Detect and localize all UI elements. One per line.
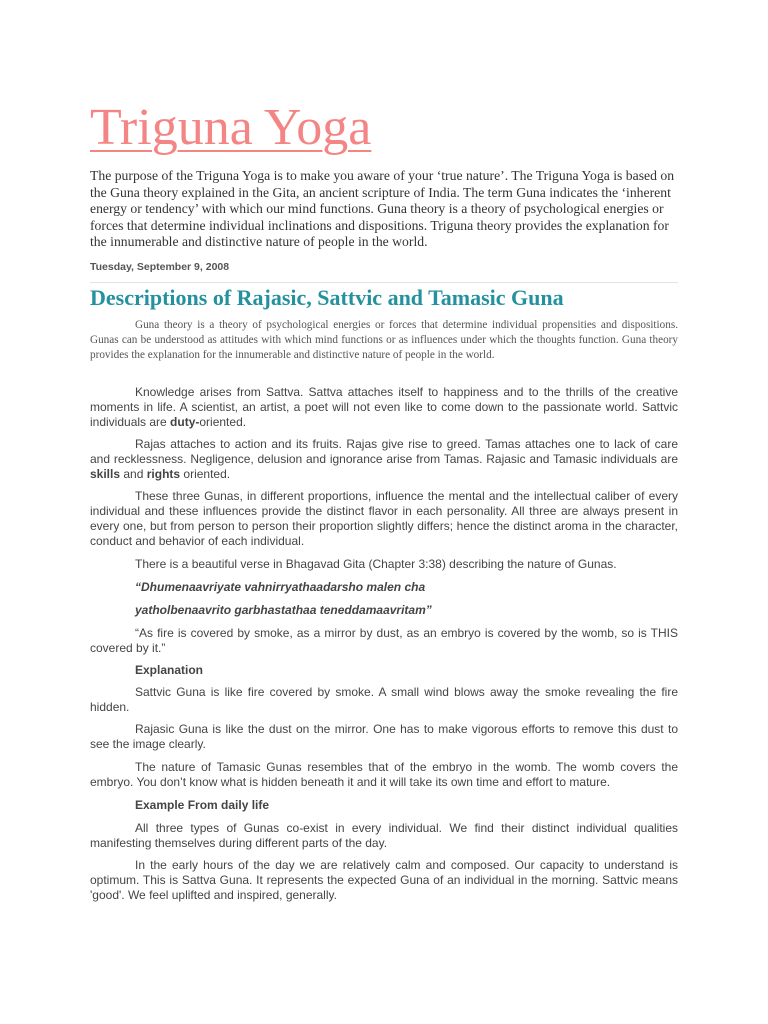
paragraph-text: Rajas attaches to action and its fruits. Rajas give rise to greed. Tamas attaches one to lack of care and recklessness. Negligence, delusion and ignorance arise from Tamas. Rajasic and Tamasic individuals are [90,437,678,466]
paragraph-text: and [120,467,147,481]
post-title: Descriptions of Rajasic, Sattvic and Tamasic Guna [90,285,564,310]
bold-term-rights: rights [146,467,181,481]
paragraph-sattva [90,385,678,430]
divider [90,282,678,283]
paragraph-sattvic-fire: Sattvic Guna is like fire covered by smoke. A small wind blows away the smoke revealing the fire hidden. [90,685,678,714]
paragraph-rajasic-mirror: Rajasic Guna is like the dust on the mirror. One has to make vigorous efforts to remove this dust to see the image clearly. [90,722,678,751]
verse-line-2: yatholbenaavrito garbhastathaa teneddamaavritam” [135,603,432,617]
paragraph-verse-intro: There is a beautiful verse in Bhagavad Gita (Chapter 3:38) describing the nature of Gunas. [135,557,617,571]
intro-paragraph: The purpose of the Triguna Yoga is to make you aware of your ‘true nature’. The Triguna Yoga is based on the Guna theory explained in the Gita, an ancient scripture of India. The term Guna indicates the ‘inherent energy or tendency’ with which our mind functions. Guna theory is a theory of psychological energies or forces that determine individual inclinations and dispositions. Triguna theory provides the explanation for the innumerable and distinctive nature of people in the world. [90,168,675,250]
heading-explanation: Explanation [135,663,204,677]
paragraph-text: oriented. [199,415,247,429]
paragraph-text: Knowledge arises from Sattva. Sattva attaches itself to happiness and to the thrills of the creative moments in life. A scientist, an artist, a poet will not even like to come down to the passionate world. Sattvic individuals are [90,385,678,429]
page-title: Triguna Yoga [90,99,372,156]
paragraph-verse-translation: “As fire is covered by smoke, as a mirror by dust, as an embryo is covered by the womb, so is THIS covered by it.” [90,626,678,655]
verse-line-1: “Dhumenaavriyate vahnirryathaadarsho malen cha [135,580,426,594]
post-date: Tuesday, September 9, 2008 [90,261,230,273]
bold-term-skills: skills [90,467,121,481]
paragraph-rajas [90,437,678,482]
paragraph-guna-theory: Guna theory is a theory of psychological energies or forces that determine individual propensities and dispositions. Gunas can be understood as attitudes with which mind functions or as influences under which the thoughts function. Guna theory provides the explanation for the innumerable and distinctive nature of people in the world. [90,319,678,361]
bold-term-duty: duty- [170,415,200,429]
paragraph-early-hours: In the early hours of the day we are relatively calm and composed. Our capacity to understand is optimum. This is Sattva Guna. It represents the expected Guna of an individual in the morning. Sattvic means 'good'. We feel uplifted and inspired, generally. [90,858,678,902]
paragraph-coexist: All three types of Gunas co-exist in every individual. We find their distinct individual qualities manifesting themselves during different parts of the day. [90,821,678,850]
paragraph-three-gunas: These three Gunas, in different proportions, influence the mental and the intellectual caliber of every individual and these influences provide the distinct flavor in each personality. All three are always present in every one, but from person to person their proportion slightly differs; hence the distinct aroma in the character, conduct and behavior of each individual. [90,489,678,548]
heading-example: Example From daily life [135,798,270,812]
paragraph-text: oriented. [180,467,231,481]
paragraph-tamasic-embryo: The nature of Tamasic Gunas resembles that of the embryo in the womb. The womb covers the embryo. You don’t know what is hidden beneath it and it will take its own time and effort to mature. [90,760,678,789]
